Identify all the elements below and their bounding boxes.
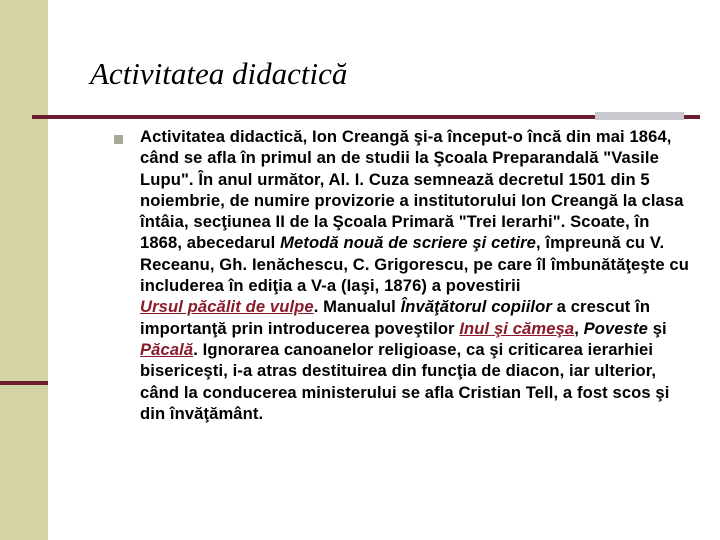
link-ursul-pacalit-de-vulpe[interactable]: Ursul păcălit de vulpe <box>140 297 314 317</box>
link-pacala[interactable]: Păcală <box>140 339 194 359</box>
bullet-paragraph <box>140 126 696 424</box>
text-segment: , împreună cu V. Receanu, Gh. Ienăchescu, C. Grigorescu, pe care îl îmbunătăţeşte cu includerea în ediţia a V-a (Iaşi, 1876) a povestirii <box>140 233 689 296</box>
link-inul-si-camesa[interactable]: Inul şi cămeşa <box>459 318 575 338</box>
text-segment: , <box>574 318 584 338</box>
title-rule-accent-block <box>595 112 684 120</box>
book-title-metoda-noua: Metodă nouă de scriere şi cetire <box>280 233 536 253</box>
slide-title: Activitatea didactică <box>90 56 348 91</box>
text-segment: . Manualul <box>313 297 401 317</box>
left-accent-bar <box>0 381 48 385</box>
square-bullet-icon <box>114 135 123 144</box>
book-title-invatatorul-copiilor: Învăţătorul copiilor <box>400 297 552 317</box>
text-segment: şi <box>647 318 667 338</box>
story-title-poveste: Poveste <box>583 318 648 338</box>
text-segment: . Ignorarea canoanelor religioase, ca şi criticarea ierarhiei bisericeşti, i-a atras destituirea din funcţia de diacon, iar ulterior, când la conducerea ministerului se afla Cristian Tell, a fost scos şi din învăţământ. <box>140 339 670 423</box>
text-segment: a crescut în importanţă prin introducerea poveştilor <box>140 297 651 338</box>
text-segment: Activitatea didactică, Ion Creangă şi-a început-o încă din mai 1864, când se afla în primul an de studii la Şcoala Preparandală "Vasile Lupu". În anul următor, Al. I. Cuza semnează decretul 1501 din 5 noiembrie, de numire provizorie a institutorului Ion Creangă la clasa întâia, secţiunea II de la Şcoala Primară "Trei Ierarhi". Scoate, în 1868, abecedarul <box>140 127 684 253</box>
left-decorative-band <box>0 0 48 540</box>
